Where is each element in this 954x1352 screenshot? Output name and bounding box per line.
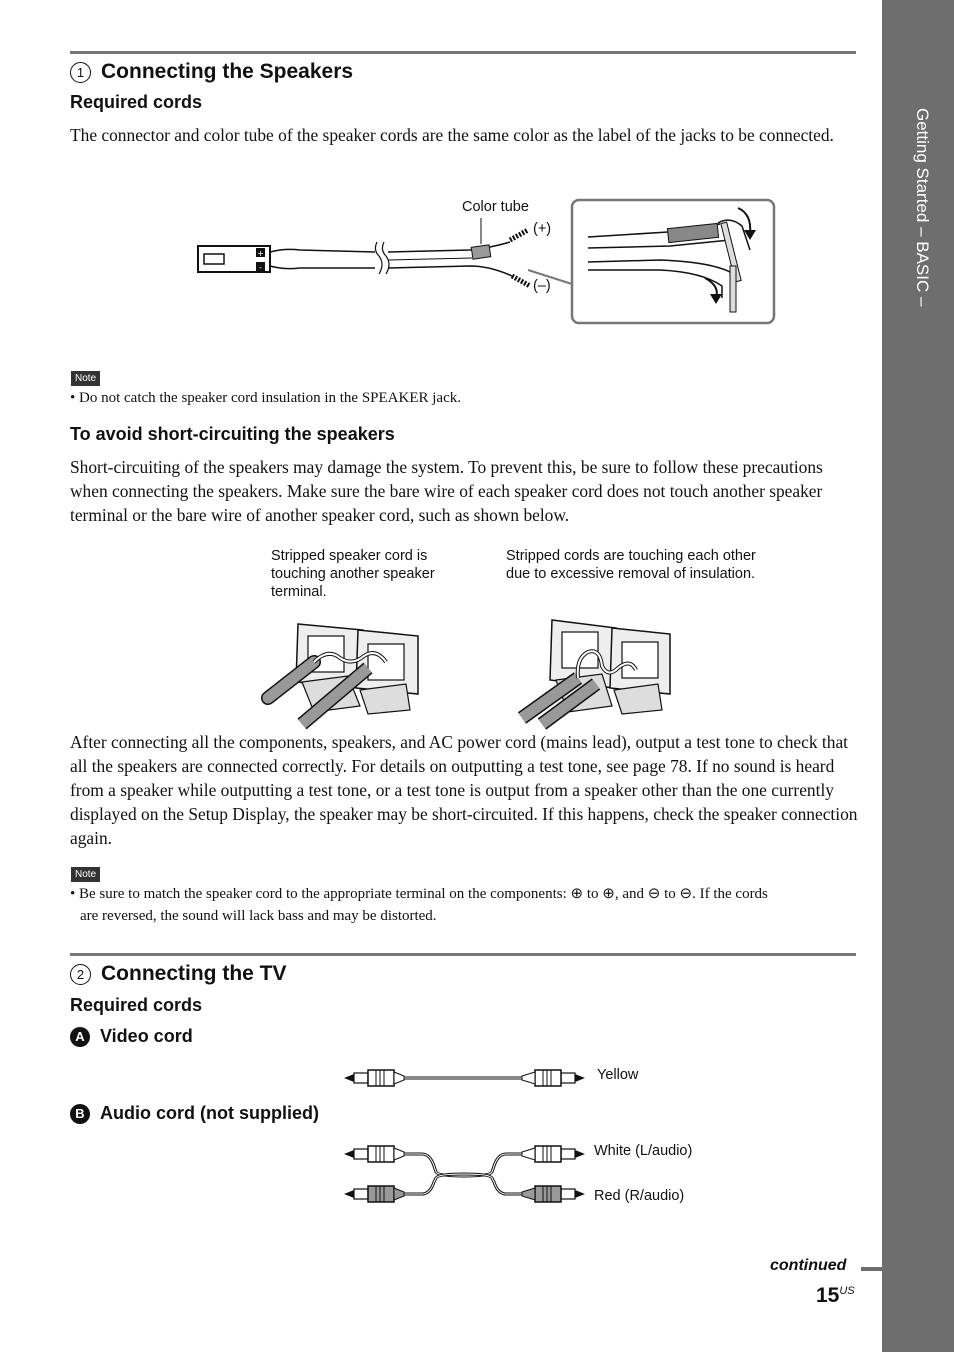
letter-a-icon: A	[70, 1027, 90, 1047]
caption-left: Stripped speaker cord is touching another speaker terminal.	[271, 548, 435, 600]
color-tube-label: Color tube	[462, 199, 529, 215]
note-tag: Note	[71, 371, 100, 386]
section-divider-2	[70, 953, 856, 956]
page-number: $15^{US}$	[816, 1284, 855, 1307]
audio-cord-illustration	[342, 1142, 587, 1208]
short-circuit-illustration-right	[518, 618, 674, 724]
section-title: Connecting the Speakers	[101, 60, 354, 83]
required-cords-heading-2: Required cords	[70, 995, 203, 1015]
note-text: • Do not catch the speaker cord insulation in the SPEAKER jack.	[70, 390, 461, 406]
short-circuit-illustration-left	[268, 618, 424, 724]
section-number-icon: 1	[70, 62, 91, 83]
minus-terminal-icon: ⊖	[647, 886, 661, 902]
white-label: White (L/audio)	[594, 1143, 693, 1159]
plus-terminal-icon: ⊕	[570, 886, 584, 902]
section-title: Connecting the TV	[101, 962, 287, 985]
required-cords-heading: Required cords	[70, 92, 203, 112]
section-number-icon: 2	[70, 964, 91, 985]
note-text-2: • Be sure to match the speaker cord to the appropriate terminal on the components: ⊕ to ⊕, and ⊖ to ⊖. If the cords are reversed, the sound will lack bass and may be distorted.	[70, 886, 768, 924]
caption-right: Stripped cords are touching each other due to excessive removal of insulation.	[506, 548, 756, 582]
minus-terminal-icon: ⊖	[679, 886, 693, 902]
yellow-label: Yellow	[597, 1067, 639, 1083]
continued-bar	[861, 1267, 882, 1271]
section-heading-speakers	[70, 60, 353, 84]
red-label: Red (R/audio)	[594, 1188, 685, 1204]
after-connecting-paragraph: After connecting all the components, speakers, and AC power cord (mains lead), output a test tone to check that all the speakers are connected correctly. For details on outputting a test tone, see page 78. If no sound is heard from a speaker while outputting a test tone, or a test tone is output from a speaker other than the one currently displayed on the Setup Display, the speaker may be short-circuited. If this happens, check the speaker connection again.	[70, 732, 858, 848]
minus-label: (–)	[533, 278, 551, 294]
continued-label: continued	[770, 1257, 847, 1274]
section-heading-tv	[70, 962, 287, 986]
plus-label: (+)	[533, 221, 552, 237]
note-tag-2: Note	[71, 867, 100, 882]
plus-terminal-icon: ⊕	[602, 886, 615, 902]
svg-text:+: +	[257, 249, 264, 258]
audio-cord-heading: B Audio cord (not supplied)	[70, 1103, 319, 1124]
video-cord-illustration	[342, 1066, 587, 1090]
sidebar-label: Getting Started – BASIC –	[913, 108, 932, 307]
video-cord-heading: A Video cord	[70, 1026, 193, 1047]
avoid-short-circuit-heading: To avoid short-circuiting the speakers	[70, 424, 395, 444]
avoid-short-circuit-text: Short-circuiting of the speakers may damage the system. To prevent this, be sure to follow these precautions when connecting the speakers. Make sure the bare wire of each speaker cord does not touch another speaker terminal or the bare wire of another speaker cord, such as shown below.	[70, 457, 823, 525]
svg-text:-: -	[259, 263, 262, 272]
section-divider	[70, 51, 856, 54]
intro-paragraph: The connector and color tube of the speaker cords are the same color as the label of the jacks to be connected.	[70, 125, 834, 145]
letter-b-icon: B	[70, 1104, 90, 1124]
